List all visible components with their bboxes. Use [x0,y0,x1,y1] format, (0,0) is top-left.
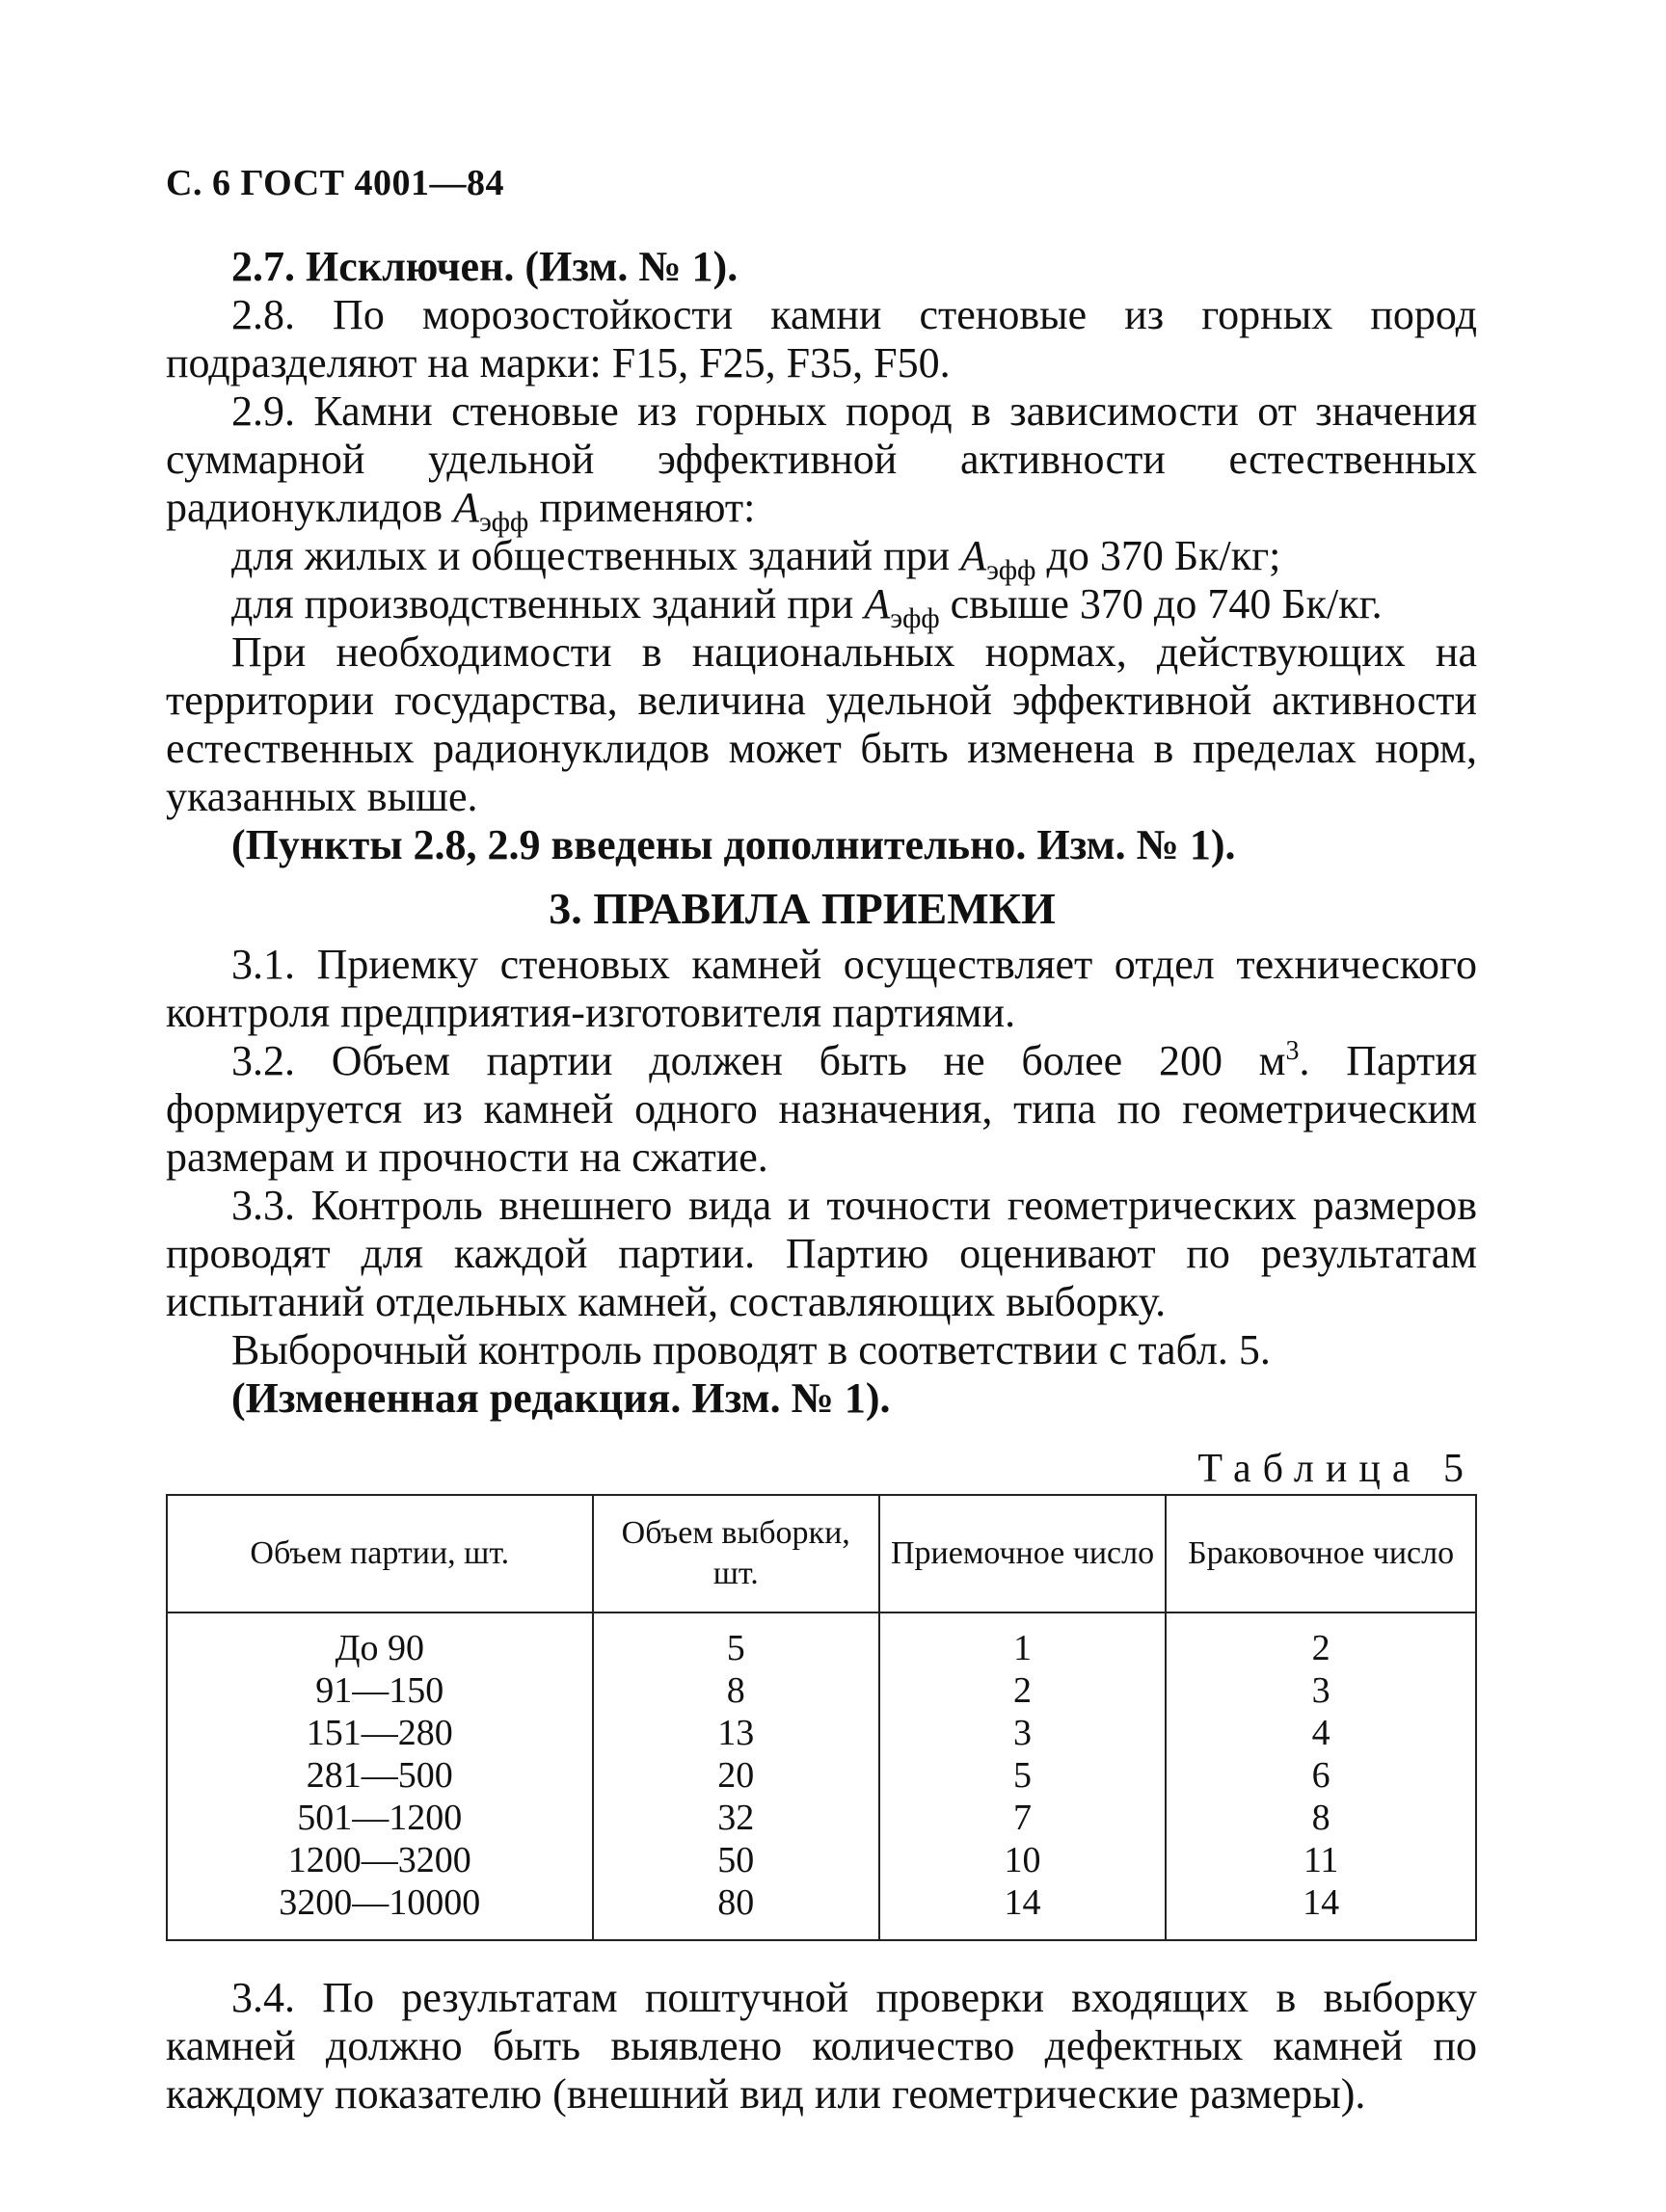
table-cell: До 90 [167,1612,593,1669]
table-row [167,1839,1476,1881]
after-table-text [166,1974,1477,2119]
table-cell: 32 [593,1797,879,1839]
clause-3-1: 3.1. Приемку стеновых камней осуществляет отдел технического контроля предприятия-изготовителя партиями. [166,941,1477,1036]
clause-3-3-amendment: (Измененная редакция. Изм. № 1). [231,1374,891,1422]
table-row [167,1612,1476,1669]
table-cell: 5 [593,1612,879,1669]
clause-2-9-amendment: (Пункты 2.8, 2.9 введены дополнительно. Изм. № 1). [231,821,1236,868]
residential-text: для жилых и общественных зданий при [231,532,951,579]
table-cell: 2 [1166,1612,1476,1669]
table-cell: 151—280 [167,1712,593,1754]
table-cell: 80 [593,1881,879,1940]
residential-limit: до 370 Бк/кг; [1046,532,1281,579]
table-cell: 1200—3200 [167,1839,593,1881]
table-row [167,1754,1476,1797]
table-row [167,1712,1476,1754]
clause-3-2 [166,1037,1477,1182]
table-cell: 5 [879,1754,1166,1797]
table-cell: 10 [879,1839,1166,1881]
table-cell: 1 [879,1612,1166,1669]
activity-subscript: эфф [478,506,529,538]
table-cell: 14 [1166,1881,1476,1940]
clause-3-2-rest: . Партия формируется из камней одного назначения, типа по геометрическим размерам и прочности на сжатие. [166,1037,1478,1181]
column-header: Объем выборки, шт. [593,1495,879,1612]
cubic-superscript: 3 [1285,1036,1300,1066]
table-cell: 3 [879,1712,1166,1754]
clause-2-9 [166,387,1477,538]
table-body [167,1612,1476,1940]
clause-3-2-text: 3.2. Объем партии должен быть не более 200 м [231,1037,1286,1084]
clause-2-9-industrial [166,580,1477,634]
table-cell: 281—500 [167,1754,593,1797]
table-cell: 8 [593,1669,879,1712]
table-cell: 501—1200 [167,1797,593,1839]
table-cell: 3200—10000 [167,1881,593,1940]
activity-symbol: A [960,532,987,579]
page-header: С. 6 ГОСТ 4001—84 [166,163,504,203]
table-cell: 4 [1166,1712,1476,1754]
clause-3-3-sampling: Выборочный контроль проводят в соответствии с табл. 5. [231,1326,1271,1373]
clause-2-9-residential [166,532,1477,586]
industrial-text: для производственных зданий при [231,580,854,627]
clause-2-8: 2.8. По морозостойкости камни стеновые из горных пород подразделяют на марки: F15, F25, F35, F50. [166,291,1477,386]
activity-subscript: эфф [890,602,940,634]
clause-2-7: 2.7. Исключен. (Изм. № 1). [231,243,739,290]
clause-3-3: 3.3. Контроль внешнего вида и точности геометрических размеров проводят для каждой партии. Партию оценивают по результатам испытаний отдельных камней, составляющих выборку. [166,1182,1477,1325]
activity-subscript: эфф [986,554,1036,586]
activity-symbol: A [453,484,479,531]
table-cell: 7 [879,1797,1166,1839]
table-cell: 2 [879,1669,1166,1712]
section-3-title: 3. ПРАВИЛА ПРИЕМКИ [549,884,1056,933]
clause-2-9-lead: 2.9. Камни стеновые из горных пород в зависимости от значения суммарной удельной эффективной активности естественных радионуклидов [166,387,1477,531]
table-caption: Таблица 5 [1197,1447,1475,1491]
activity-symbol: A [864,580,891,627]
table-cell: 6 [1166,1754,1476,1797]
table-header-row [167,1495,1476,1612]
table-cell: 20 [593,1754,879,1797]
clause-2-9-note: При необходимости в национальных нормах, действующих на территории государства, величина удельной эффективной активности естественных радионуклидов может быть изменена в пределах норм, указанных выше. [166,628,1477,820]
table-row [167,1881,1476,1940]
column-header: Объем партии, шт. [167,1495,593,1612]
column-header: Приемочное число [879,1495,1166,1612]
table-cell: 8 [1166,1797,1476,1839]
table-row [167,1797,1476,1839]
table-cell: 91—150 [167,1669,593,1712]
clause-3-4: 3.4. По результатам поштучной проверки входящих в выборку камней должно быть выявлено количество дефектных камней по каждому показателю (внешний вид или геометрические размеры). [166,1974,1477,2118]
column-header: Браковочное число [1166,1495,1476,1612]
table-cell: 14 [879,1881,1166,1940]
table-cell: 3 [1166,1669,1476,1712]
body-text [166,243,1477,1423]
table-cell: 13 [593,1712,879,1754]
table-cell: 11 [1166,1839,1476,1881]
table-row [167,1669,1476,1712]
table-5 [166,1494,1477,1941]
clause-2-9-tail: применяют: [539,484,756,531]
industrial-limit: свыше 370 до 740 Бк/кг. [950,580,1383,627]
table-cell: 50 [593,1839,879,1881]
